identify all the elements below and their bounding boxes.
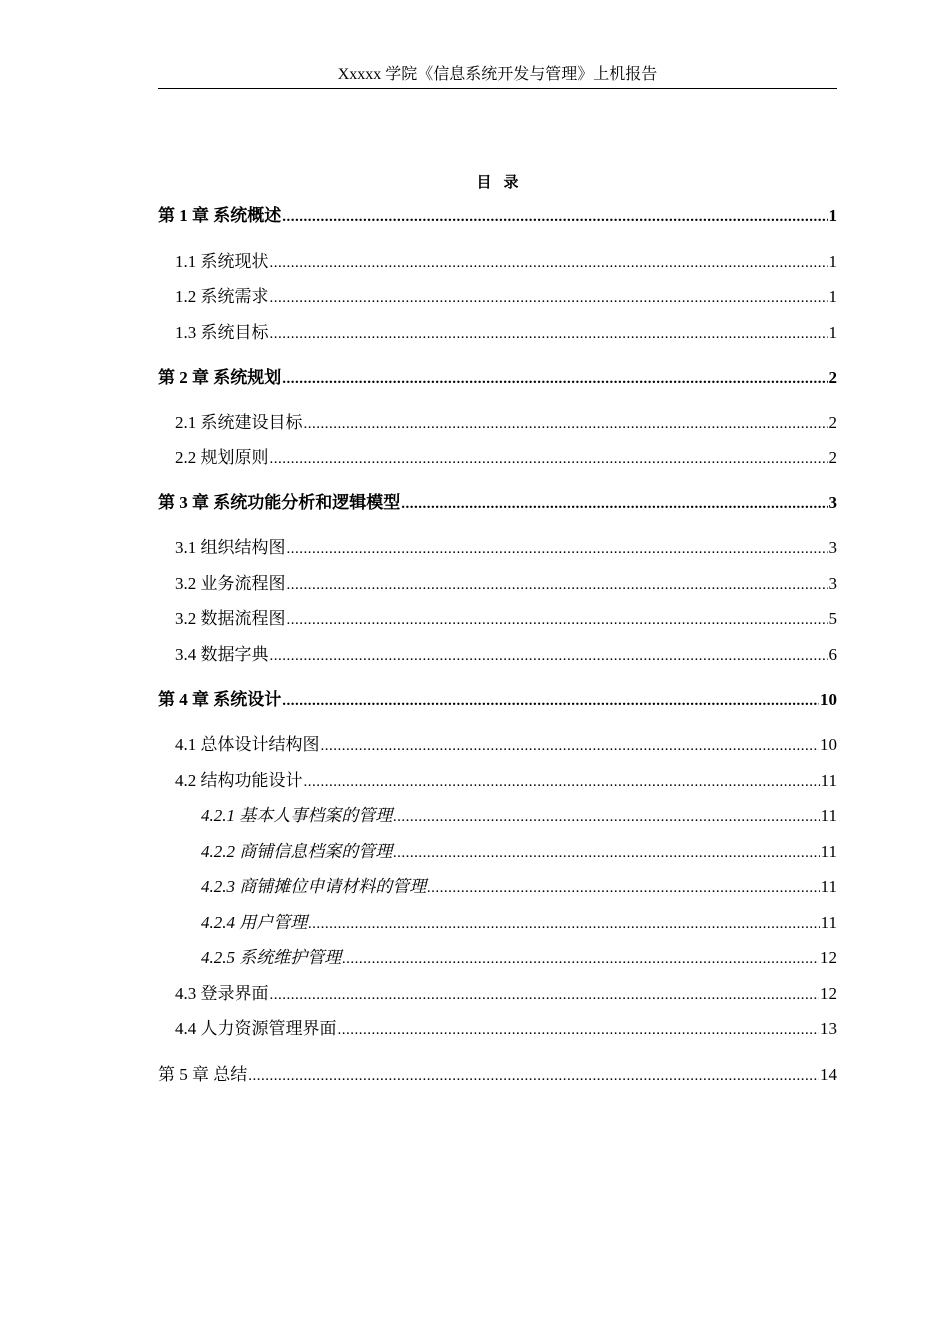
toc-entry-label: 1.2 系统需求 — [175, 287, 269, 306]
toc-entry-label: 第 5 章 总结 — [158, 1065, 248, 1084]
toc-entry-subsection[interactable] — [201, 841, 837, 864]
toc-entry-label: 第 4 章 系统设计 — [158, 690, 282, 709]
toc-entry-page-number: 2 — [828, 413, 837, 432]
toc-entry-label: 1.1 系统现状 — [175, 252, 269, 271]
toc-entry-section[interactable] — [175, 1018, 837, 1041]
toc-dot-leader — [282, 690, 819, 712]
toc-entry-page-number: 13 — [820, 1019, 837, 1038]
toc-entry-section[interactable] — [175, 983, 837, 1006]
toc-entry-section[interactable] — [175, 644, 837, 667]
toc-dot-leader — [287, 538, 828, 560]
toc-entry-subsection[interactable] — [201, 947, 837, 970]
toc-entry-chapter[interactable] — [158, 205, 837, 228]
toc-dot-leader — [304, 771, 820, 793]
toc-entry-section[interactable] — [175, 537, 837, 560]
toc-entry-page-number: 11 — [820, 877, 837, 896]
toc-entry-subsection[interactable] — [201, 805, 837, 828]
toc-entry-label: 3.1 组织结构图 — [175, 538, 286, 557]
toc-entry-chapter[interactable] — [158, 367, 837, 390]
toc-entry-label: 4.2.1 基本人事档案的管理 — [201, 806, 393, 825]
toc-dot-leader — [304, 413, 828, 435]
toc-entry-label: 第 3 章 系统功能分析和逻辑模型 — [158, 493, 401, 512]
toc-title: 目录 — [476, 175, 531, 191]
toc-dot-leader — [270, 287, 828, 309]
toc-entry-page-number: 11 — [820, 842, 837, 861]
toc-entry-page-number: 1 — [828, 287, 837, 306]
toc-dot-leader — [427, 877, 819, 899]
toc-entry-label: 3.2 数据流程图 — [175, 609, 286, 628]
toc-entry-subsection[interactable] — [201, 876, 837, 899]
toc-entry-chapter[interactable] — [158, 689, 837, 712]
toc-dot-leader — [282, 368, 827, 390]
toc-entry-label: 3.2 业务流程图 — [175, 574, 286, 593]
toc-entry-section[interactable] — [175, 573, 837, 596]
toc-entry-page-number: 1 — [828, 323, 837, 342]
toc-entry-section[interactable] — [175, 447, 837, 470]
toc-entry-label: 4.1 总体设计结构图 — [175, 735, 320, 754]
toc-dot-leader — [393, 842, 819, 864]
toc-dot-leader — [270, 448, 828, 470]
toc-entry-section[interactable] — [175, 322, 837, 345]
toc-dot-leader — [287, 609, 828, 631]
toc-dot-leader — [308, 913, 819, 935]
toc-entry-page-number: 14 — [820, 1065, 837, 1084]
toc-dot-leader — [393, 806, 819, 828]
toc-entry-page-number: 12 — [820, 948, 837, 967]
toc-dot-leader — [321, 735, 820, 757]
toc-dot-leader — [282, 206, 827, 228]
toc-entry-label: 2.2 规划原则 — [175, 448, 269, 467]
toc-entry-page-number: 12 — [820, 984, 837, 1003]
toc-dot-leader — [248, 1065, 819, 1087]
toc-entry-page-number: 2 — [828, 368, 837, 387]
toc-dot-leader — [270, 645, 828, 667]
toc-entry-label: 第 1 章 系统概述 — [158, 206, 282, 225]
toc-entry-label: 2.1 系统建设目标 — [175, 413, 303, 432]
toc-entry-page-number: 3 — [828, 574, 837, 593]
toc-dot-leader — [338, 1019, 820, 1041]
toc-entry-section[interactable] — [175, 734, 837, 757]
toc-entry-page-number: 10 — [820, 735, 837, 754]
toc-entry-label: 4.2 结构功能设计 — [175, 771, 303, 790]
toc-dot-leader — [401, 493, 827, 515]
toc-entry-section[interactable] — [175, 608, 837, 631]
toc-entry-label: 4.3 登录界面 — [175, 984, 269, 1003]
toc-dot-leader — [270, 252, 828, 274]
toc-entry-page-number: 11 — [820, 806, 837, 825]
toc-entry-section[interactable] — [175, 770, 837, 793]
toc-entry-section[interactable] — [175, 286, 837, 309]
toc-entry-label: 第 2 章 系统规划 — [158, 368, 282, 387]
toc-entry-page-number: 11 — [820, 771, 837, 790]
toc-entry-label: 1.3 系统目标 — [175, 323, 269, 342]
toc-entry-section[interactable] — [175, 412, 837, 435]
toc-entry-page-number: 3 — [828, 538, 837, 557]
toc-entry-label: 3.4 数据字典 — [175, 645, 269, 664]
toc-entry-label: 4.2.4 用户管理 — [201, 913, 308, 932]
toc-entry-label: 4.4 人力资源管理界面 — [175, 1019, 337, 1038]
toc-entry-subsection[interactable] — [201, 912, 837, 935]
toc-dot-leader — [270, 984, 820, 1006]
toc-entry-label: 4.2.3 商铺摊位申请材料的管理 — [201, 877, 427, 896]
toc-entry-label: 4.2.5 系统维护管理 — [201, 948, 342, 967]
toc-entry-page-number: 1 — [828, 206, 837, 225]
toc-entry-chapter-plain[interactable] — [158, 1064, 837, 1087]
toc-entry-page-number: 11 — [820, 913, 837, 932]
toc-entry-page-number: 2 — [828, 448, 837, 467]
toc-entry-page-number: 6 — [828, 645, 837, 664]
toc-entry-page-number: 10 — [820, 690, 837, 709]
page-header: Xxxxx 学院《信息系统开发与管理》上机报告 — [337, 66, 658, 83]
toc-entry-section[interactable] — [175, 251, 837, 274]
toc-dot-leader — [342, 948, 819, 970]
toc-entry-chapter[interactable] — [158, 492, 837, 515]
toc-entry-label: 4.2.2 商铺信息档案的管理 — [201, 842, 393, 861]
toc-dot-leader — [287, 574, 828, 596]
toc-entry-page-number: 1 — [828, 252, 837, 271]
toc-entry-page-number: 3 — [828, 493, 837, 512]
toc-dot-leader — [270, 323, 828, 345]
toc-entry-page-number: 5 — [828, 609, 837, 628]
